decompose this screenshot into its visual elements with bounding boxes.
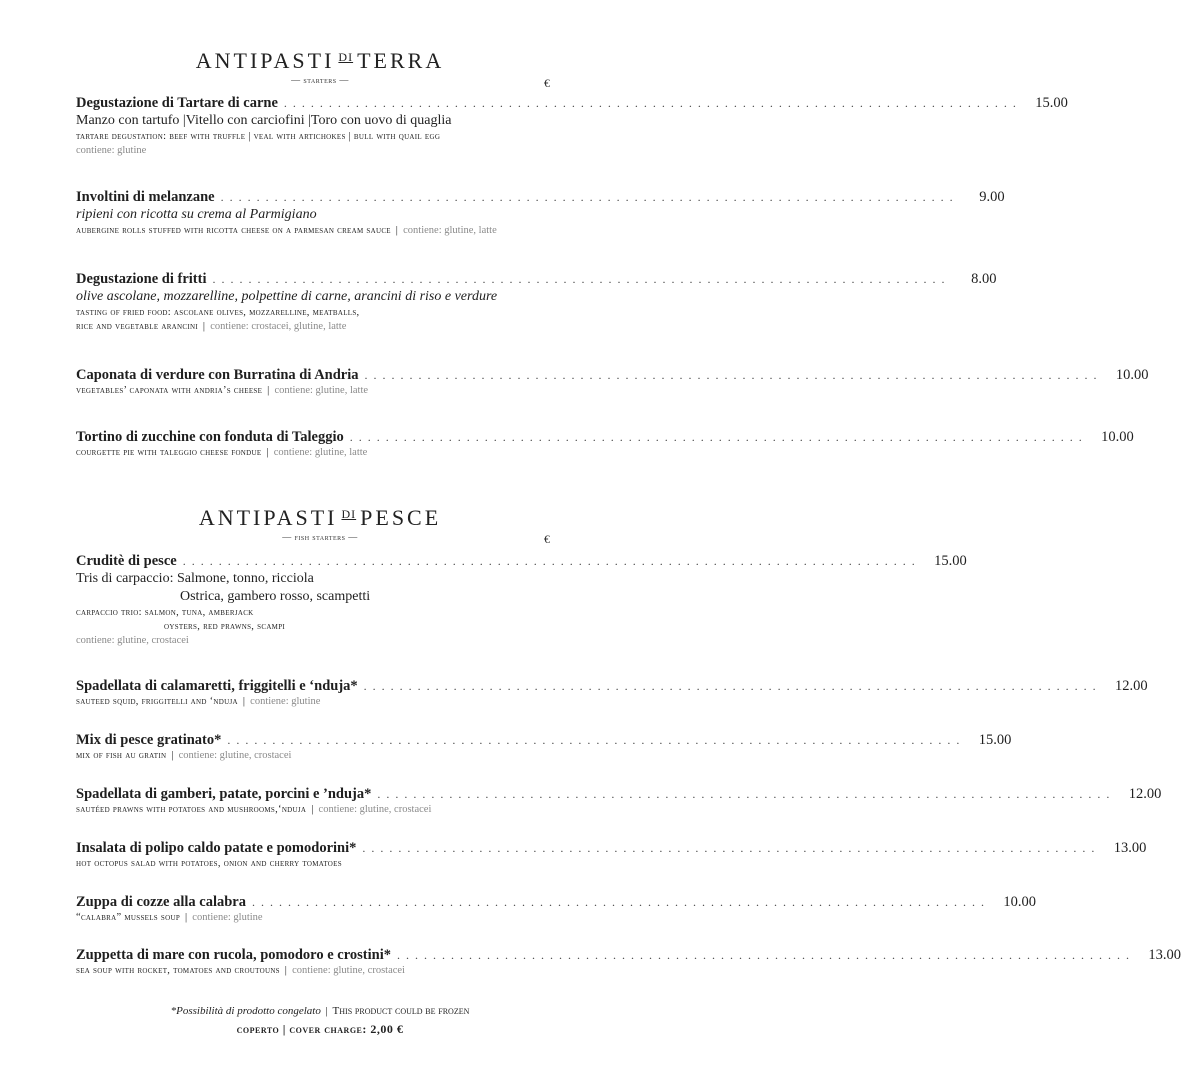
cover-charge — [0, 1020, 640, 1039]
item-price: 12.00 — [1128, 786, 1162, 802]
item-price: 10.00 — [1003, 894, 1036, 910]
menu-item — [76, 552, 967, 648]
heading-word: ANTIPASTI — [195, 48, 335, 73]
section-subtitle-terra: — starters — — [291, 75, 349, 85]
item-translation: mix of fish au gratin | contiene: glutine, crostacei — [76, 750, 292, 761]
frozen-note-it: *Possibilità di prodotto congelato — [170, 1005, 321, 1017]
item-price: 15.00 — [1035, 95, 1068, 111]
leader-dots: .................................................................................. — [396, 948, 1135, 962]
item-allergens: contiene: glutine, crostacei — [318, 804, 432, 815]
item-allergens: contiene: crostacei, glutine, latte — [210, 321, 347, 332]
menu-item — [76, 94, 1068, 158]
item-price: 10.00 — [1101, 429, 1134, 445]
menu-item — [76, 731, 1012, 763]
item-translation: rice and vegetable arancini | contiene: crostacei, glutine, latte — [76, 321, 347, 332]
item-allergens: contiene: glutine, crostacei — [178, 750, 292, 761]
item-price: 10.00 — [1115, 367, 1149, 383]
item-translation: sauteed squid, friggitelli and ‘nduja | contiene: glutine — [76, 696, 321, 707]
leader-dots: .................................................................................. — [364, 368, 1103, 382]
item-allergens: contiene: glutine, latte — [273, 447, 368, 458]
item-description: Tris di carpaccio: Salmone, tonno, ricciola — [76, 571, 314, 586]
item-translation: carpaccio trio: salmon, tuna, amberjack — [76, 607, 254, 618]
leader-dots: .................................................................................. — [220, 190, 959, 204]
menu-item — [76, 677, 1148, 709]
item-allergens: contiene: glutine, crostacei — [76, 635, 189, 646]
heading-word: PESCE — [360, 505, 442, 530]
item-price: 8.00 — [971, 271, 997, 287]
frozen-note-en: This product could be frozen — [332, 1005, 470, 1017]
item-name: Spadellata di calamaretti, friggitelli e ‘nduja* — [76, 678, 358, 694]
item-translation: vegetables’ caponata with andria’s cheese | contiene: glutine, latte — [76, 385, 369, 396]
frozen-note: *Possibilità di prodotto congelato | This product could be frozen — [170, 1005, 470, 1017]
item-name: Mix di pesce gratinato* — [76, 732, 222, 748]
leader-dots: .................................................................................. — [349, 430, 1088, 444]
item-description: ripieni con ricotta su crema al Parmigiano — [76, 207, 317, 222]
item-allergens: contiene: glutine, latte — [274, 385, 369, 396]
item-translation: tasting of fried food: ascolane olives, mozzarelline, meatballs, — [76, 307, 360, 318]
leader-dots: .................................................................................. — [377, 787, 1116, 801]
currency-label: € — [544, 532, 550, 546]
item-translation: “calabra” mussels soup | contiene: glutine — [76, 912, 263, 923]
item-price: 15.00 — [934, 553, 967, 569]
item-name: Degustazione di fritti — [76, 271, 207, 287]
item-description: olive ascolane, mozzarelline, polpettine di carne, arancini di riso e verdure — [76, 289, 498, 304]
item-allergens: contiene: glutine, latte — [403, 225, 497, 236]
menu-item — [76, 270, 997, 334]
section-subtitle-pesce: — fish starters — — [282, 532, 358, 542]
item-translation: courgette pie with taleggio cheese fondue | contiene: glutine, latte — [76, 447, 368, 458]
item-allergens: contiene: glutine — [192, 912, 263, 923]
item-name: Cruditè di pesce — [76, 553, 177, 569]
item-name: Tortino di zucchine con fonduta di Taleggio — [76, 429, 344, 445]
menu-item — [76, 839, 1147, 871]
heading-word: ANTIPASTI — [198, 505, 338, 530]
heading-word: TERRA — [357, 48, 445, 73]
currency-label: € — [544, 76, 550, 90]
item-translation: oysters, red prawns, scampi — [164, 621, 286, 632]
leader-dots: .................................................................................. — [283, 96, 1022, 110]
item-allergens: contiene: glutine — [76, 145, 147, 156]
item-translation: sea soup with rocket, tomatoes and croutouns | contiene: glutine, crostacei — [76, 965, 405, 976]
item-name: Caponata di verdure con Burratina di Andria — [76, 367, 359, 383]
leader-dots: .................................................................................. — [363, 679, 1102, 693]
item-translation: sautéed prawns with potatoes and mushrooms,‘nduja | contiene: glutine, crostacei — [76, 804, 432, 815]
item-price: 15.00 — [978, 732, 1012, 748]
item-name: Zuppetta di mare con rucola, pomodoro e crostini* — [76, 947, 391, 963]
menu-item — [76, 893, 1036, 925]
item-allergens: contiene: glutine, crostacei — [292, 965, 405, 976]
item-description: Ostrica, gambero rosso, scampetti — [180, 589, 371, 604]
menu-item — [76, 946, 1181, 978]
item-translation: aubergine rolls stuffed with ricotta cheese on a parmesan cream sauce | contiene: glutine, latte — [76, 225, 497, 236]
item-price: 13.00 — [1113, 840, 1147, 856]
leader-dots: .................................................................................. — [251, 895, 990, 909]
heading-di: DI — [341, 507, 357, 521]
leader-dots: .................................................................................. — [362, 841, 1101, 855]
menu-item — [76, 428, 1134, 460]
item-name: Zuppa di cozze alla calabra — [76, 894, 246, 910]
item-allergens: contiene: glutine — [250, 696, 321, 707]
leader-dots: .................................................................................. — [182, 554, 921, 568]
item-price: 13.00 — [1148, 947, 1181, 963]
item-description: Manzo con tartufo |Vitello con carciofini |Toro con uovo di quaglia — [76, 113, 452, 128]
section-title-terra — [0, 48, 640, 74]
cover-charge-text: coperto | cover charge: 2,00 € — [236, 1022, 404, 1036]
item-price: 9.00 — [979, 189, 1005, 205]
leader-dots: .................................................................................. — [227, 733, 966, 747]
item-price: 12.00 — [1115, 678, 1148, 694]
heading-di: DI — [338, 50, 354, 64]
item-name: Insalata di polipo caldo patate e pomodorini* — [76, 840, 357, 856]
menu-item — [76, 188, 1005, 238]
item-name: Degustazione di Tartare di carne — [76, 95, 278, 111]
section-title-pesce — [0, 505, 640, 531]
menu-item — [76, 785, 1162, 817]
item-name: Spadellata di gamberi, patate, porcini e ’nduja* — [76, 786, 372, 802]
item-name: Involtini di melanzane — [76, 189, 215, 205]
menu-item — [76, 366, 1149, 398]
item-translation: hot octopus salad with potatoes, onion and cherry tomatoes — [76, 858, 342, 869]
item-translation: tartare degustation: beef with truffle | veal with artichokes | bull with quail egg — [76, 131, 441, 142]
leader-dots: .................................................................................. — [212, 272, 951, 286]
